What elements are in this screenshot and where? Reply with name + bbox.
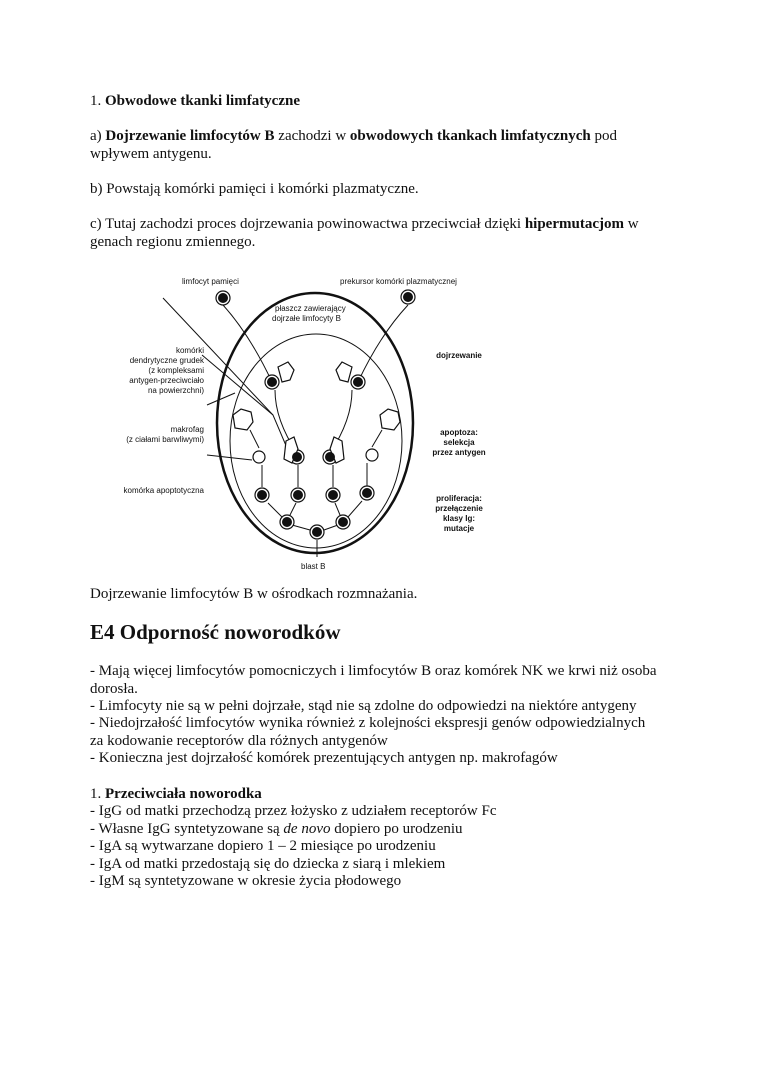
- stage-label: przełączenie: [435, 504, 483, 513]
- section-heading: 1. Obwodowe tkanki limfatyczne: [90, 93, 300, 109]
- paragraph-c-line2: genach regionu zmiennego.: [90, 234, 256, 250]
- label-dc: antygen-przeciwciało: [129, 376, 204, 385]
- list-line: - Własne IgG syntetyzowane są de novo dopiero po urodzeniu: [90, 821, 463, 837]
- label-mantle-2: dojrzałe limfocyty B: [272, 314, 341, 323]
- label-macro: (z ciałami barwliwymi): [126, 435, 204, 444]
- label-dc: dendrytyczne grudek: [129, 356, 204, 365]
- list-line: - IgA od matki przedostają się do dziecka z siarą i mlekiem: [90, 856, 446, 872]
- list-line: za kodowanie receptorów dla różnych antygenów: [90, 733, 388, 749]
- label-memory: limfocyt pamięci: [182, 277, 239, 286]
- stage-label: przez antygen: [432, 448, 486, 457]
- list-line: - IgA są wytwarzane dopiero 1 – 2 miesiące po urodzeniu: [90, 838, 436, 854]
- stage-label: dojrzewanie: [436, 351, 482, 360]
- list-line: - Mają więcej limfocytów pomocniczych i limfocytów B oraz komórek NK we krwi niż osoba: [90, 663, 657, 679]
- paragraph-b: b) Powstają komórki pamięci i komórki plazmatyczne.: [90, 181, 419, 197]
- stage-label: selekcja: [443, 438, 475, 447]
- stage-label: proliferacja:: [436, 494, 482, 503]
- label-blast: blast B: [301, 562, 326, 571]
- list-line: - Niedojrzałość limfocytów wynika również z kolejności ekspresji genów odpowiedzialnych: [90, 715, 646, 731]
- stage-label: mutacje: [443, 524, 475, 533]
- list-line: - IgM są syntetyzowane w okresie życia płodowego: [90, 873, 402, 889]
- list-line: dorosła.: [90, 681, 138, 697]
- list-line: - IgG od matki przechodzą przez łożysko z udziałem receptorów Fc: [90, 803, 497, 819]
- figure-caption: Dojrzewanie limfocytów B w ośrodkach rozmnażania.: [90, 586, 418, 602]
- label-mantle-1: płaszcz zawierający: [275, 304, 346, 313]
- label-plasma: prekursor komórki plazmatycznej: [340, 277, 457, 286]
- paragraph-c: c) Tutaj zachodzi proces dojrzewania powinowactwa przeciwciał dzięki hipermutacjom w: [90, 216, 639, 232]
- label-dc: komórki: [175, 346, 204, 355]
- cells: [216, 290, 415, 539]
- section-title: E4 Odporność noworodków: [90, 620, 341, 644]
- section-heading: 1. Przeciwciała noworodka: [90, 786, 262, 802]
- b-cell-maturation-diagram: [90, 265, 500, 585]
- label-macro: makrofag: [170, 425, 204, 434]
- paragraph-a: a) Dojrzewanie limfocytów B zachodzi w obwodowych tkankach limfatycznych pod: [90, 128, 618, 144]
- list-line: - Limfocyty nie są w pełni dojrzałe, stąd nie są zdolne do odpowiedzi na niektóre antygeny: [90, 698, 637, 714]
- stage-label: klasy Ig:: [442, 514, 476, 523]
- label-dc: na powierzchni): [147, 386, 204, 395]
- paragraph-a-line2: wpływem antygenu.: [90, 146, 212, 162]
- label-dc: (z kompleksami: [148, 366, 204, 375]
- stage-label: apoptoza:: [440, 428, 478, 437]
- label-apoptotic: komórka apoptotyczna: [123, 486, 204, 495]
- list-line: - Konieczna jest dojrzałość komórek prezentujących antygen np. makrofagów: [90, 750, 558, 766]
